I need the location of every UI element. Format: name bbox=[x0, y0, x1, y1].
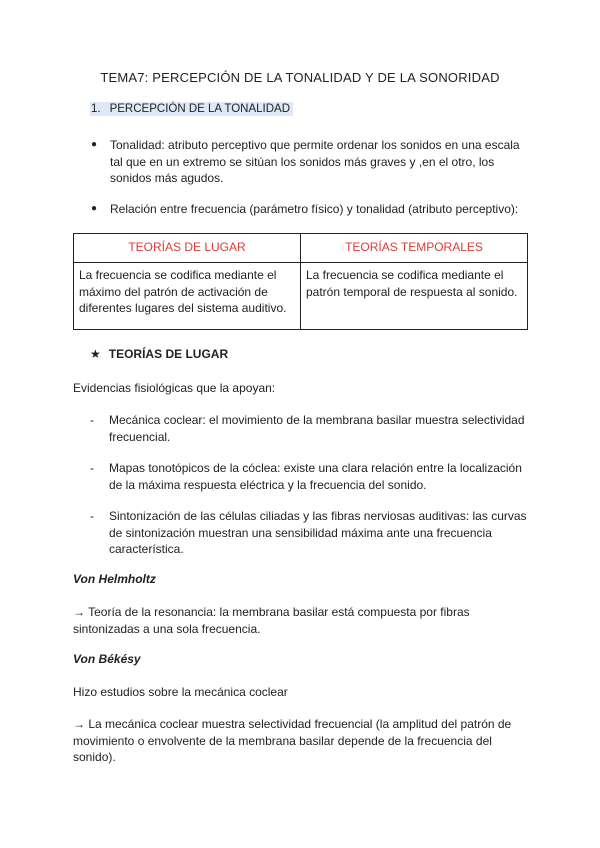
table-row bbox=[74, 263, 528, 330]
bullet-text: Tonalidad: atributo perceptivo que permite ordenar los sonidos en una escala tal que en un extremo se sitúan los sonidos más graves y ,en el otro, los sonidos más agudos. bbox=[110, 138, 520, 185]
evidence-text: Sintonización de las células ciliadas y las fibras nerviosas auditivas: las curvas de sintonización muestran una sensibilidad máxima ante una frecuencia característica. bbox=[109, 509, 527, 556]
table-header-temporales: TEORÍAS TEMPORALES bbox=[301, 234, 528, 263]
dash-icon: - bbox=[90, 413, 94, 427]
bekesy-text-1: Hizo estudios sobre la mecánica coclear bbox=[73, 685, 288, 699]
table-header-lugar: TEORÍAS DE LUGAR bbox=[74, 234, 301, 263]
table-cell-temporales: La frecuencia se codifica mediante el patrón temporal de respuesta al sonido. bbox=[301, 263, 528, 330]
author-bekesy: Von Békésy bbox=[73, 652, 141, 666]
section-heading-tonalidad bbox=[90, 103, 293, 115]
evidence-text: Mapas tonotópicos de la cóclea: existe una clara relación entre la localización de la máxima respuesta eléctrica y la frecuencia del sonido. bbox=[109, 461, 522, 492]
author-helmholtz: Von Helmholtz bbox=[73, 572, 156, 586]
dash-icon: - bbox=[90, 461, 94, 475]
star-icon: ★ bbox=[90, 347, 101, 361]
place-theories-heading bbox=[90, 347, 228, 361]
helmholtz-text: → Teoría de la resonancia: la membrana basilar está compuesta por fibras sintonizadas a una sola frecuencia. bbox=[73, 605, 470, 636]
document-title: TEMA7: PERCEPCIÓN DE LA TONALIDAD Y DE LA SONORIDAD bbox=[100, 70, 500, 85]
dash-icon: - bbox=[90, 509, 94, 523]
table-header-row bbox=[74, 234, 528, 263]
evidence-text: Mecánica coclear: el movimiento de la membrana basilar muestra selectividad frecuencial. bbox=[109, 413, 525, 444]
bekesy-text-2: → La mecánica coclear muestra selectividad frecuencial (la amplitud del patrón de movimiento o envolvente de la membrana basilar depende de la frecuencia del sonido). bbox=[73, 717, 512, 764]
table-cell-lugar: La frecuencia se codifica mediante el máximo del patrón de activación de diferentes lugares del sistema auditivo. bbox=[74, 263, 301, 330]
evidence-intro: Evidencias fisiológicas que la apoyan: bbox=[73, 381, 276, 395]
bullet-dot-icon: ● bbox=[91, 203, 98, 214]
bullet-text: Relación entre frecuencia (parámetro físico) y tonalidad (atributo perceptivo): bbox=[110, 202, 519, 216]
place-theories-heading-text: TEORÍAS DE LUGAR bbox=[108, 347, 229, 361]
section-number: 1. bbox=[91, 103, 101, 115]
section-heading-highlight bbox=[90, 102, 293, 116]
theories-table bbox=[73, 233, 528, 330]
section-label: PERCEPCIÓN DE LA TONALIDAD bbox=[109, 103, 291, 115]
bullet-dot-icon: ● bbox=[91, 139, 98, 150]
